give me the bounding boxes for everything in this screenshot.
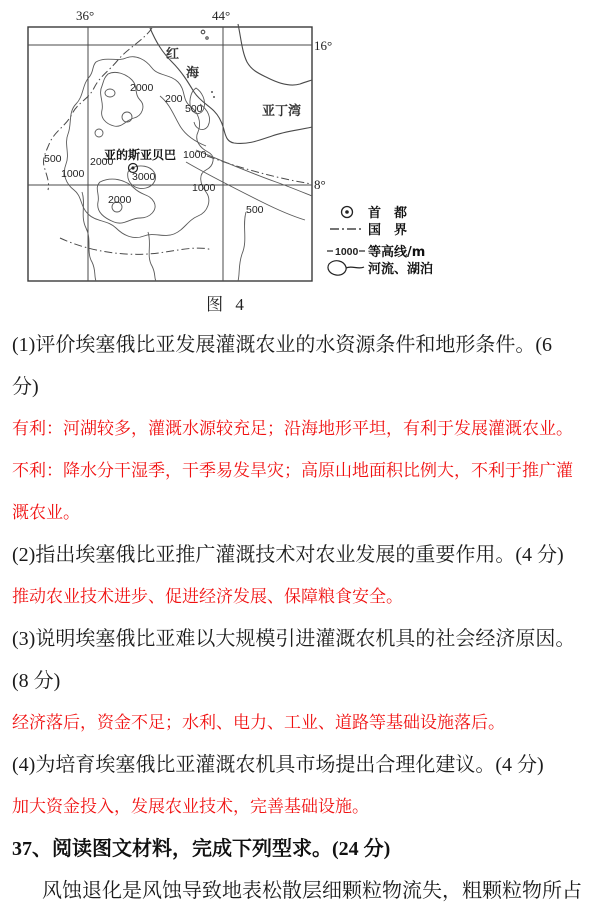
red-sea-island [206, 37, 208, 39]
lat-label-16: 16° [314, 38, 333, 53]
lon-label-36: 36° [76, 8, 95, 23]
contour-ring [95, 129, 103, 137]
red-sea-island [201, 30, 205, 34]
answer-line: 加大资金投入，发展农业技术，完善基础设施。 [12, 796, 369, 817]
legend-water-icon [328, 261, 346, 275]
river [238, 212, 246, 281]
question-line: (8 分) [12, 669, 61, 692]
legend-water-label: 河流、湖泊 [368, 262, 434, 277]
river [148, 232, 156, 281]
answer-line: 推动农业技术进步、促进经济发展、保障粮食安全。 [12, 586, 403, 607]
arabian-coastline [238, 24, 312, 85]
lat-label-8: 8° [314, 177, 326, 192]
red-sea-label-char1: 红 [166, 47, 180, 62]
question-line: 分) [12, 375, 39, 398]
question-line: (1)评价埃塞俄比亚发展灌溉农业的水资源条件和地形条件。(6 [12, 333, 552, 356]
national-border-south [60, 238, 212, 254]
contour-label: 2000 [130, 82, 154, 94]
contour-ring [122, 112, 132, 122]
capital-name-label: 亚的斯亚贝巴 [104, 148, 177, 162]
lon-label-44: 44° [212, 8, 231, 23]
answer-line: 有利：河湖较多，灌溉水源较充足；沿海地形平坦，有利于发展灌溉农业。 [12, 418, 573, 439]
capital-marker-dot [131, 166, 134, 169]
red-sea-label-char2: 海 [186, 66, 200, 81]
exam-text [12, 321, 590, 909]
answer-line: 溉农业。 [12, 502, 80, 523]
legend-contour-label: 等高线/m [368, 245, 426, 260]
ethiopia-contour-map [0, 0, 600, 318]
contour-label: 1000 [61, 168, 85, 180]
figure-4 [0, 0, 600, 318]
legend-border-label: 国 界 [368, 223, 408, 238]
question-line: (3)说明埃塞俄比亚难以大规模引进灌溉农机具的社会经济原因。 [12, 627, 576, 650]
contour-label: 3000 [132, 171, 156, 183]
contour-label: 1000 [192, 182, 216, 194]
contour-label: 500 [185, 103, 203, 115]
contour-label: 1000 [183, 149, 207, 161]
answer-line: 经济落后，资金不足；水利、电力、工业、道路等基础设施落后。 [12, 712, 505, 733]
question-line: (4)为培育埃塞俄比亚灌溉农机具市场提出合理化建议。(4 分) [12, 753, 544, 776]
lake-tana [105, 89, 115, 97]
contour-label: 200 [165, 93, 183, 105]
contour-label: 2000 [108, 194, 132, 206]
section-heading: 37、阅读图文材料，完成下列型求。(24 分) [12, 837, 391, 860]
question-line: (2)指出埃塞俄比亚推广灌溉技术对农业发展的重要作用。(4 分) [12, 543, 564, 566]
red-sea-islet-dot [213, 96, 215, 98]
contour-label: 500 [246, 204, 264, 216]
legend-capital-icon-dot [345, 210, 349, 214]
paragraph-line: 风蚀退化是风蚀导致地表松散层细颗粒物流失，粗颗粒物所占 [42, 879, 582, 902]
map-legend [327, 205, 433, 277]
contour-label: 2000 [90, 156, 114, 168]
legend-water-icon-tail [346, 267, 364, 268]
gulf-of-aden-label: 亚丁湾 [262, 104, 302, 119]
red-sea-islet-dot [211, 91, 213, 93]
contour-label: 500 [44, 153, 62, 165]
legend-capital-label: 首 都 [368, 206, 408, 221]
figure-caption: 图 4 [206, 295, 248, 314]
legend-contour-value: 1000 [335, 246, 359, 258]
river [82, 192, 96, 281]
answer-line: 不利：降水分干湿季，干季易发旱灾；高原山地面积比例大，不利于推广灌 [12, 460, 573, 481]
